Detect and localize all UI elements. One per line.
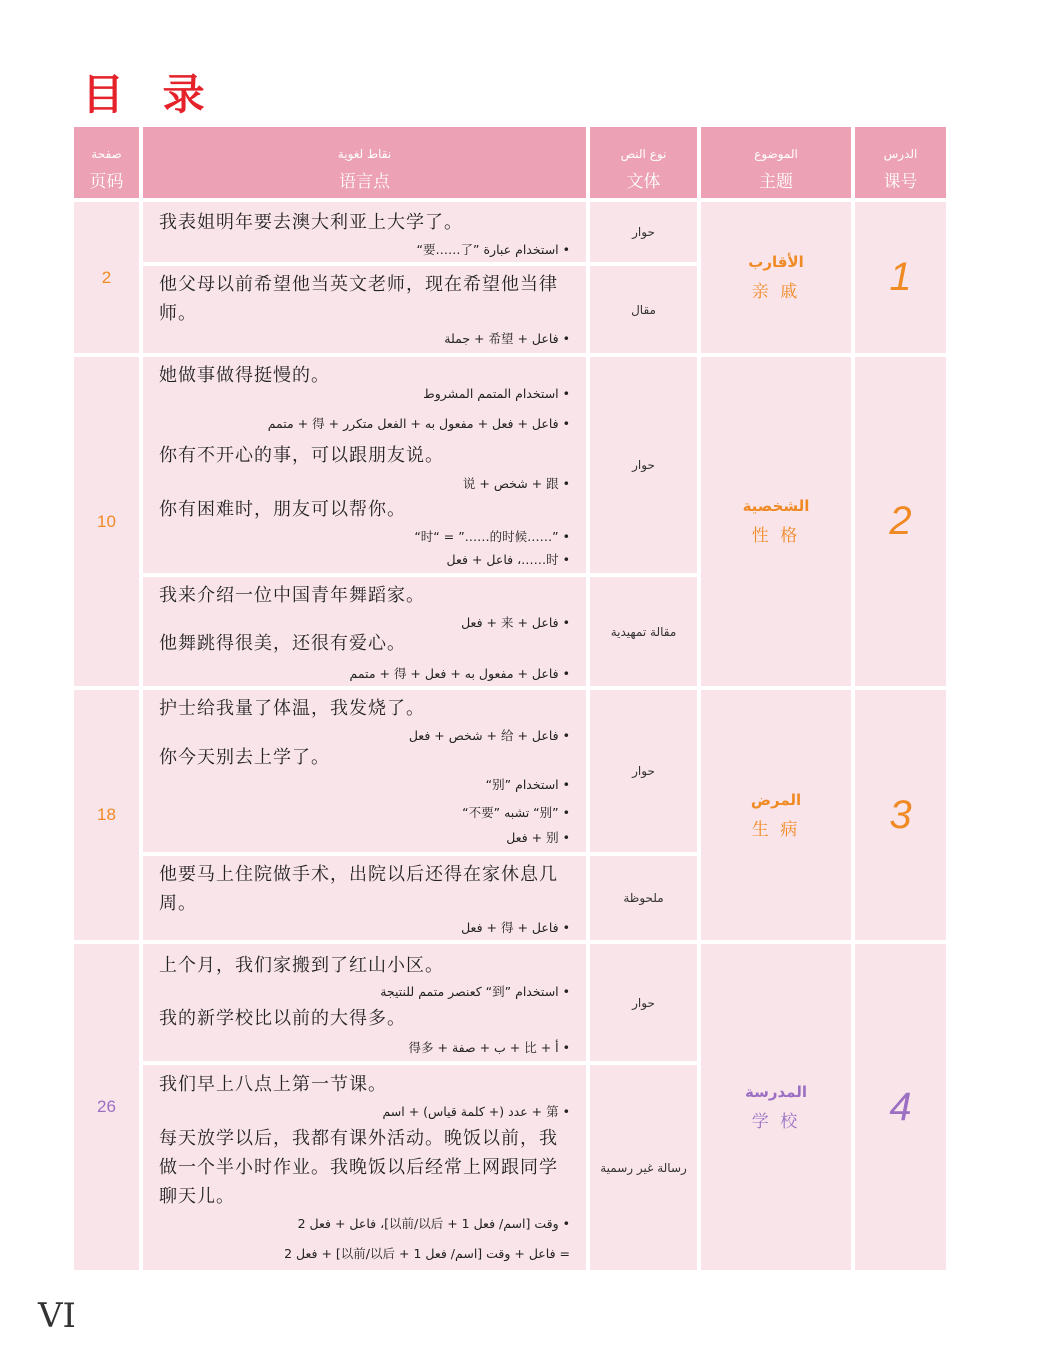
- genre-cell: حوار: [590, 202, 697, 262]
- header-genre: [590, 127, 697, 198]
- sentence: 我表姐明年要去澳大利亚上大学了。: [159, 212, 463, 233]
- grammar-note: • 别 + فعل: [506, 830, 570, 845]
- topic-cell: [701, 357, 851, 686]
- sentence: 她做事做得挺慢的。: [159, 365, 330, 386]
- topic-zh: 性 格: [751, 526, 801, 546]
- points-cell: [143, 266, 586, 353]
- topic-ar: المدرسة: [745, 1082, 807, 1101]
- genre-cell: مقالة تمهيدية: [590, 577, 697, 686]
- points-cell: [143, 577, 586, 686]
- header-topic-ar: الموضوع: [754, 147, 798, 161]
- grammar-note: • استخدام ”别“: [485, 777, 570, 792]
- sentence: 他要马上住院做手术，出院以后还得在家休息几周。: [159, 864, 558, 914]
- lesson-number: 1: [855, 202, 946, 353]
- topic-cell: [701, 944, 851, 1270]
- topic-zh: 生 病: [751, 819, 801, 840]
- points-cell: [143, 944, 586, 1061]
- grammar-note: • فاعل + 来 + فعل: [461, 615, 570, 630]
- header-lesson: [855, 127, 946, 198]
- sentence: 我来介绍一位中国青年舞蹈家。: [159, 585, 425, 606]
- lesson-page-number: 2: [74, 202, 139, 353]
- grammar-note: • فاعل + 得 + فعل: [461, 920, 570, 935]
- grammar-note: • فاعل + فعل + مفعول به + الفعل متكرر + 得 + متمم: [267, 416, 570, 431]
- genre-cell: حوار: [590, 357, 697, 573]
- header-topic: [701, 127, 851, 198]
- grammar-note: • استخدام عبارة ”要……了“: [416, 242, 570, 257]
- grammar-note: • استخدام ”到“ كعنصر متمم للنتيجة: [380, 984, 570, 999]
- grammar-note: • 跟 + شخص + 说: [462, 476, 570, 491]
- genre-cell: حوار: [590, 944, 697, 1061]
- points-cell: [143, 1065, 586, 1270]
- genre-cell: ملحوظة: [590, 856, 697, 940]
- points-cell: [143, 856, 586, 940]
- grammar-note: • وقت [اسم/ فعل 1 + 以前/以后]، فاعل + فعل 2: [297, 1216, 570, 1231]
- header-page-zh: 页码: [89, 172, 124, 192]
- header-points-ar: نقاط لغوية: [337, 147, 392, 161]
- header-lesson-zh: 课号: [883, 172, 918, 192]
- grammar-note: • 第 + عدد (+ كلمة قياس) + اسم: [382, 1104, 570, 1119]
- grammar-note: • فاعل + مفعول به + فعل + 得 + متمم: [349, 666, 570, 681]
- topic-ar: الشخصية: [742, 497, 810, 515]
- header-topic-zh: 主题: [759, 172, 793, 192]
- genre-cell: مقال: [590, 266, 697, 353]
- points-cell: [143, 202, 586, 262]
- lesson-page-number: 26: [74, 944, 139, 1270]
- header-genre-ar: نوع النص: [620, 147, 667, 161]
- sentence: 护士给我量了体温，我发烧了。: [159, 698, 425, 719]
- header-page-ar: صفحة: [91, 147, 122, 161]
- page-title: 目 录: [82, 70, 217, 119]
- grammar-note: = فاعل + وقت [اسم/ فعل 1 + 以前/以后] + فعل 2: [284, 1246, 570, 1261]
- grammar-note: • ”……时“ = ”……的时候“: [414, 529, 570, 544]
- lesson-number: 4: [855, 944, 946, 1270]
- topic-cell: [701, 202, 851, 353]
- header-points-zh: 语言点: [339, 172, 390, 192]
- grammar-note: • فاعل + 给 + شخص + فعل: [408, 728, 570, 743]
- header-points: [143, 127, 586, 198]
- genre-cell: حوار: [590, 690, 697, 852]
- topic-ar: الأقارب: [748, 253, 804, 271]
- points-cell: [143, 357, 586, 573]
- sentence: 我们早上八点上第一节课。: [159, 1074, 387, 1095]
- grammar-note: • استخدام المتمم المشروط: [423, 386, 570, 401]
- grammar-note: • 时……، فاعل + فعل: [446, 552, 570, 567]
- sentence: 他舞跳得很美，还很有爱心。: [159, 633, 406, 654]
- topic-zh: 学 校: [751, 1111, 801, 1132]
- grammar-note: • ”别“ تشبه ”不要“: [462, 805, 570, 820]
- sentence: 你今天别去上学了。: [159, 747, 330, 768]
- genre-cell: رسالة غير رسمية: [590, 1065, 697, 1270]
- header-lesson-ar: الدرس: [883, 147, 918, 161]
- lesson-number: 2: [855, 357, 946, 686]
- sentence: 上个月，我们家搬到了红山小区。: [159, 955, 444, 976]
- topic-ar: المرض: [750, 790, 802, 809]
- sentence: 他父母以前希望他当英文老师，现在希望他当律师。: [159, 274, 558, 324]
- lesson-page-number: 18: [74, 690, 139, 940]
- lesson-page-number: 10: [74, 357, 139, 686]
- sentence: 我的新学校比以前的大得多。: [159, 1008, 406, 1029]
- page-folio: VI: [38, 1296, 76, 1336]
- topic-zh: 亲 戚: [751, 282, 801, 302]
- sentence: 每天放学以后，我都有课外活动。晚饭以前，我做一个半小时作业。我晚饭以后经常上网跟同学聊天儿。: [159, 1128, 558, 1207]
- grammar-note: • فاعل + 希望 + جملة: [444, 331, 570, 346]
- header-page: [74, 127, 139, 198]
- topic-cell: [701, 690, 851, 940]
- sentence: 你有不开心的事，可以跟朋友说。: [159, 445, 444, 466]
- points-cell: [143, 690, 586, 852]
- grammar-note: • أ + 比 + ب + صفة + 得多: [408, 1040, 570, 1055]
- header-genre-zh: 文体: [626, 172, 661, 192]
- lesson-number: 3: [855, 690, 946, 940]
- sentence: 你有困难时，朋友可以帮你。: [159, 499, 406, 520]
